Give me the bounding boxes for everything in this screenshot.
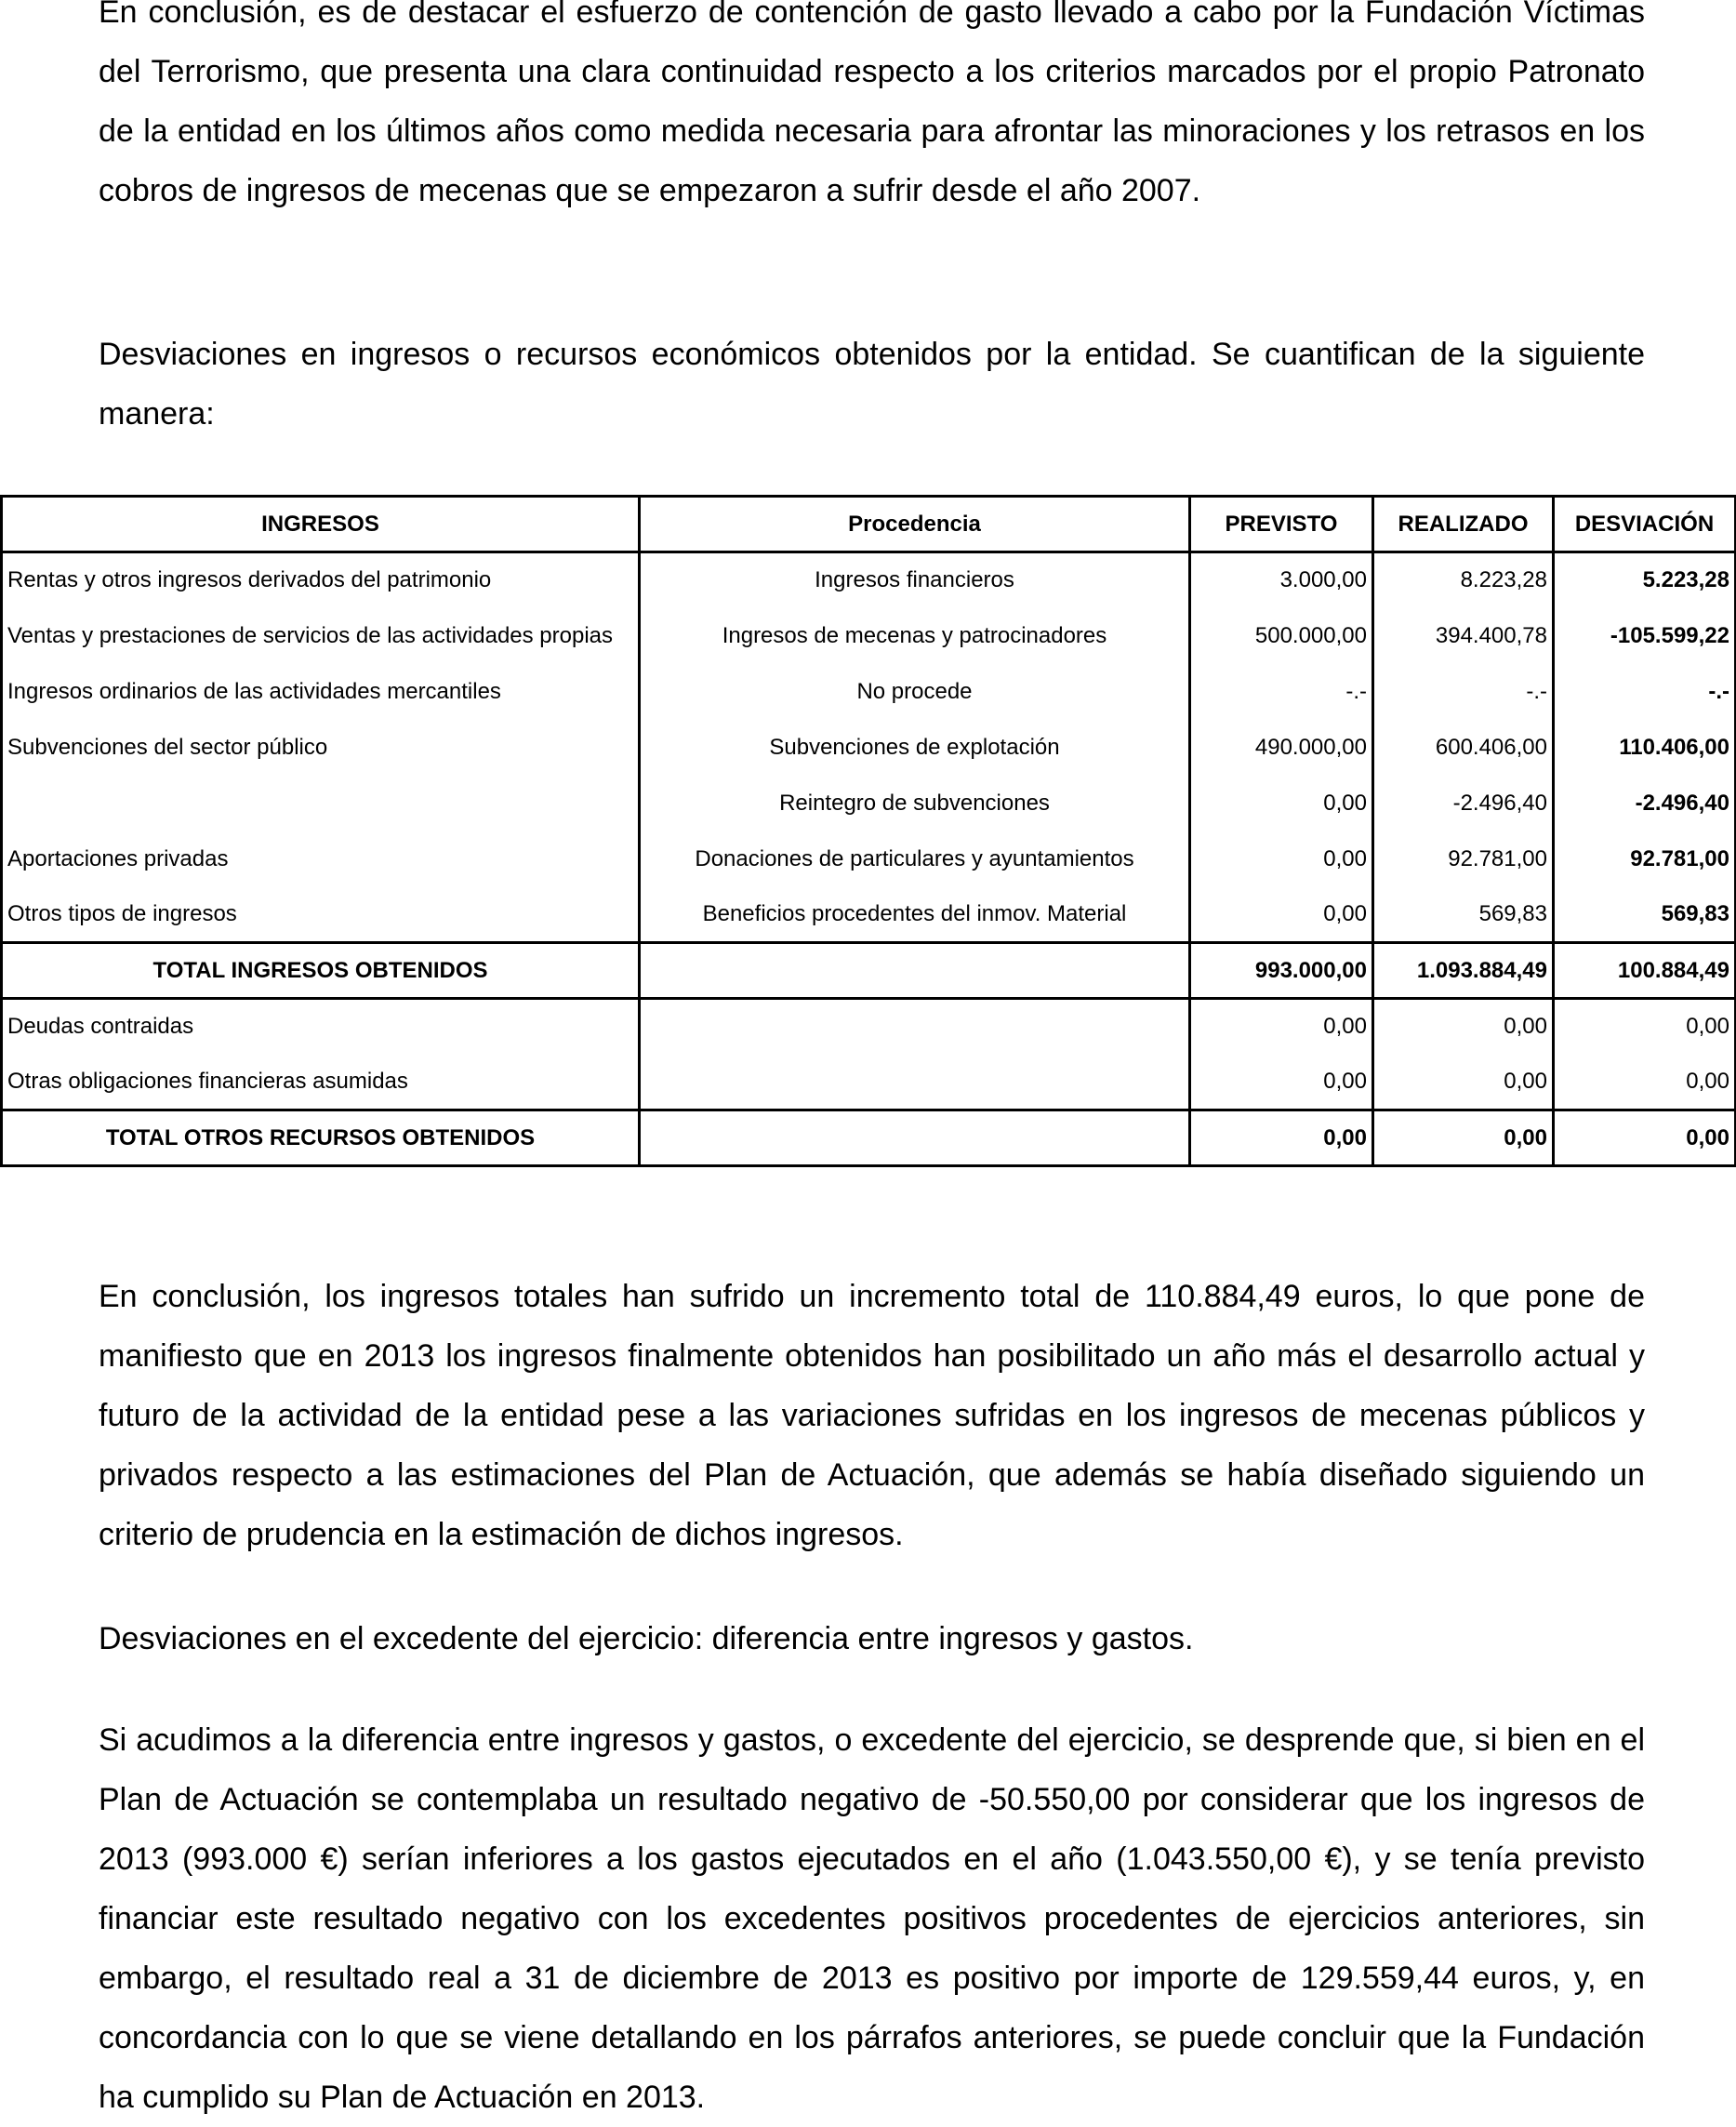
row-concept bbox=[2, 776, 640, 831]
header-ingresos: INGRESOS bbox=[2, 497, 640, 552]
table-row bbox=[2, 608, 1736, 664]
row-desviacion: 110.406,00 bbox=[1554, 720, 1736, 776]
row-concept: Otras obligaciones financieras asumidas bbox=[2, 1055, 640, 1110]
row-realizado: 92.781,00 bbox=[1373, 831, 1554, 887]
total-otros-recursos-row bbox=[2, 1110, 1736, 1166]
surplus-conclusion-paragraph: Si acudimos a la diferencia entre ingresos y gastos, o excedente del ejercicio, se desprende que, si bien en el Plan de Actuación se contemplaba un resultado negativo de -50.550,00 por considerar que los ingresos de 2013 (993.000 €) serían inferiores a los gastos ejecutados en el año (1.043.550,00 €), y se tenía previsto financiar este resultado negativo con los excedentes positivos procedentes de ejercicios anteriores, sin embargo, el resultado real a 31 de diciembre de 2013 es positivo por importe de 129.559,44 euros, y, en concordancia con lo que se viene detallando en los párrafos anteriores, se puede concluir que la Fundación ha cumplido su Plan de Actuación en 2013. bbox=[99, 1722, 1645, 2115]
row-desviacion: 0,00 bbox=[1554, 999, 1736, 1055]
row-realizado: -.- bbox=[1373, 664, 1554, 720]
row-concept: Deudas contraidas bbox=[2, 999, 640, 1055]
total-ingresos-desviacion: 100.884,49 bbox=[1554, 943, 1736, 999]
total-ingresos-previsto: 993.000,00 bbox=[1190, 943, 1373, 999]
table-row bbox=[2, 720, 1736, 776]
row-previsto: 3.000,00 bbox=[1190, 552, 1373, 608]
table-row bbox=[2, 552, 1736, 608]
row-previsto: 0,00 bbox=[1190, 776, 1373, 831]
row-realizado: 0,00 bbox=[1373, 1055, 1554, 1110]
row-desviacion: 0,00 bbox=[1554, 1055, 1736, 1110]
row-realizado: 0,00 bbox=[1373, 999, 1554, 1055]
total-otros-desviacion: 0,00 bbox=[1554, 1110, 1736, 1166]
row-procedencia: Ingresos de mecenas y patrocinadores bbox=[640, 608, 1190, 664]
row-realizado: 8.223,28 bbox=[1373, 552, 1554, 608]
header-procedencia: Procedencia bbox=[640, 497, 1190, 552]
row-realizado: 394.400,78 bbox=[1373, 608, 1554, 664]
row-procedencia: Reintegro de subvenciones bbox=[640, 776, 1190, 831]
row-procedencia bbox=[640, 1055, 1190, 1110]
total-ingresos-realizado: 1.093.884,49 bbox=[1373, 943, 1554, 999]
total-ingresos-row bbox=[2, 943, 1736, 999]
header-desviacion: DESVIACIÓN bbox=[1554, 497, 1736, 552]
header-realizado: REALIZADO bbox=[1373, 497, 1554, 552]
row-procedencia: Donaciones de particulares y ayuntamientos bbox=[640, 831, 1190, 887]
table-row bbox=[2, 999, 1736, 1055]
total-ingresos-procedencia bbox=[640, 943, 1190, 999]
income-deviation-table bbox=[0, 495, 1736, 1167]
table-row bbox=[2, 776, 1736, 831]
conclusion-expenses-paragraph: En conclusión, es de destacar el esfuerzo de contención de gasto llevado a cabo por la Fundación Víctimas del Terrorismo, que presenta una clara continuidad respecto a los criterios marcados por el propio Patronato de la entidad en los últimos años como medida necesaria para afrontar las minoraciones y los retrasos en los cobros de ingresos de mecenas que se empezaron a sufrir desde el año 2007. bbox=[99, 0, 1645, 208]
row-previsto: 0,00 bbox=[1190, 831, 1373, 887]
row-concept: Otros tipos de ingresos bbox=[2, 887, 640, 943]
row-concept: Aportaciones privadas bbox=[2, 831, 640, 887]
table-row bbox=[2, 1055, 1736, 1110]
row-desviacion: -2.496,40 bbox=[1554, 776, 1736, 831]
row-previsto: 500.000,00 bbox=[1190, 608, 1373, 664]
row-concept: Subvenciones del sector público bbox=[2, 720, 640, 776]
surplus-deviation-heading: Desviaciones en el excedente del ejercicio: diferencia entre ingresos y gastos. bbox=[99, 1621, 1194, 1656]
row-realizado: 569,83 bbox=[1373, 887, 1554, 943]
row-previsto: 490.000,00 bbox=[1190, 720, 1373, 776]
row-previsto: 0,00 bbox=[1190, 999, 1373, 1055]
row-procedencia: Subvenciones de explotación bbox=[640, 720, 1190, 776]
total-otros-previsto: 0,00 bbox=[1190, 1110, 1373, 1166]
table-row bbox=[2, 887, 1736, 943]
row-desviacion: 92.781,00 bbox=[1554, 831, 1736, 887]
row-previsto: 0,00 bbox=[1190, 887, 1373, 943]
table-row bbox=[2, 664, 1736, 720]
header-previsto: PREVISTO bbox=[1190, 497, 1373, 552]
total-ingresos-label: TOTAL INGRESOS OBTENIDOS bbox=[2, 943, 640, 999]
row-realizado: 600.406,00 bbox=[1373, 720, 1554, 776]
table-header-row bbox=[2, 497, 1736, 552]
row-procedencia: No procede bbox=[640, 664, 1190, 720]
row-desviacion: 5.223,28 bbox=[1554, 552, 1736, 608]
row-concept: Rentas y otros ingresos derivados del patrimonio bbox=[2, 552, 640, 608]
row-procedencia: Beneficios procedentes del inmov. Material bbox=[640, 887, 1190, 943]
income-deviation-intro: Desviaciones en ingresos o recursos económicos obtenidos por la entidad. Se cuantifican de la siguiente manera: bbox=[99, 337, 1645, 432]
total-otros-label: TOTAL OTROS RECURSOS OBTENIDOS bbox=[2, 1110, 640, 1166]
total-otros-procedencia bbox=[640, 1110, 1190, 1166]
table-row bbox=[2, 831, 1736, 887]
row-previsto: 0,00 bbox=[1190, 1055, 1373, 1110]
row-procedencia bbox=[640, 999, 1190, 1055]
income-conclusion-paragraph: En conclusión, los ingresos totales han sufrido un incremento total de 110.884,49 euros, lo que pone de manifiesto que en 2013 los ingresos finalmente obtenidos han posibilitado un año más el desarrollo actual y futuro de la actividad de la entidad pese a las variaciones sufridas en los ingresos de mecenas públicos y privados respecto a las estimaciones del Plan de Actuación, que además se había diseñado siguiendo un criterio de prudencia en la estimación de dichos ingresos. bbox=[99, 1279, 1645, 1552]
row-previsto: -.- bbox=[1190, 664, 1373, 720]
total-otros-realizado: 0,00 bbox=[1373, 1110, 1554, 1166]
row-concept: Ingresos ordinarios de las actividades mercantiles bbox=[2, 664, 640, 720]
row-desviacion: -.- bbox=[1554, 664, 1736, 720]
row-realizado: -2.496,40 bbox=[1373, 776, 1554, 831]
row-procedencia: Ingresos financieros bbox=[640, 552, 1190, 608]
row-desviacion: 569,83 bbox=[1554, 887, 1736, 943]
row-desviacion: -105.599,22 bbox=[1554, 608, 1736, 664]
row-concept: Ventas y prestaciones de servicios de las actividades propias bbox=[2, 608, 640, 664]
